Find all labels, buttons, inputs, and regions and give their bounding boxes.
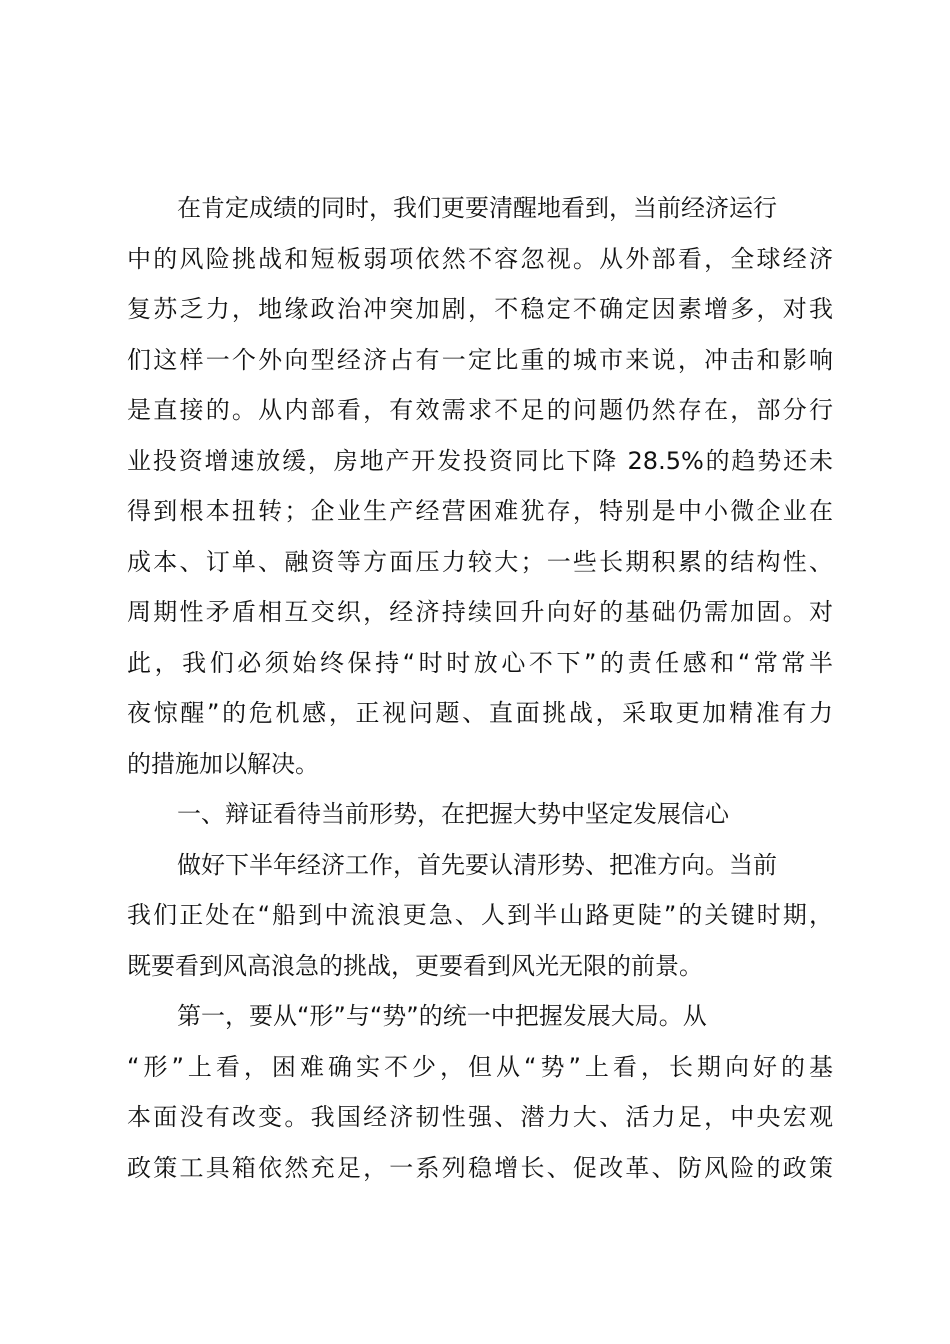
paragraph-line: 成本、订单、融资等方面压力较大；一些长期积累的结构性、	[127, 547, 833, 576]
paragraph-line: “形”上看，困难确实不少，但从“势”上看，长期向好的基	[127, 1052, 833, 1081]
paragraph-line: 做好下半年经济工作，首先要认清形势、把准方向。当前	[177, 850, 777, 879]
paragraph-line: 本面没有改变。我国经济韧性强、潜力大、活力足，中央宏观	[127, 1103, 833, 1131]
paragraph-line: 是直接的。从内部看，有效需求不足的问题仍然存在，部分行	[127, 396, 833, 424]
paragraph-line: 此，我们必须始终保持“时时放心不下”的责任感和“常常半	[127, 648, 833, 677]
paragraph-line: 们这样一个外向型经济占有一定比重的城市来说，冲击和影响	[127, 345, 833, 374]
paragraph-line: 夜惊醒”的危机感，正视问题、直面挑战，采取更加精准有力	[127, 699, 833, 727]
paragraph-line: 得到根本扭转；企业生产经营困难犹存，特别是中小微企业在	[127, 497, 833, 525]
section-heading: 一、辩证看待当前形势，在把握大势中坚定发展信心	[177, 800, 729, 828]
paragraph-line: 中的风险挑战和短板弱项依然不容忽视。从外部看，全球经济	[127, 244, 833, 273]
paragraph-line: 业投资增速放缓，房地产开发投资同比下降 28.5%的趋势还未	[127, 446, 833, 475]
paragraph-line: 政策工具箱依然充足，一系列稳增长、促改革、防风险的政策	[127, 1153, 833, 1182]
document-body	[127, 183, 833, 1193]
paragraph-line: 在肯定成绩的同时，我们更要清醒地看到，当前经济运行	[177, 194, 777, 222]
paragraph-line: 的措施加以解决。	[127, 749, 319, 778]
paragraph-line: 周期性矛盾相互交织，经济持续回升向好的基础仍需加固。对	[127, 598, 833, 626]
paragraph-line: 复苏乏力，地缘政治冲突加剧，不稳定不确定因素增多，对我	[127, 295, 833, 323]
paragraph-line: 既要看到风高浪急的挑战，更要看到风光无限的前景。	[127, 951, 703, 980]
paragraph-line: 我们正处在“船到中流浪更急、人到半山路更陡”的关键时期，	[127, 901, 833, 929]
paragraph-line: 第一，要从“形”与“势”的统一中把握发展大局。从	[177, 1002, 707, 1030]
